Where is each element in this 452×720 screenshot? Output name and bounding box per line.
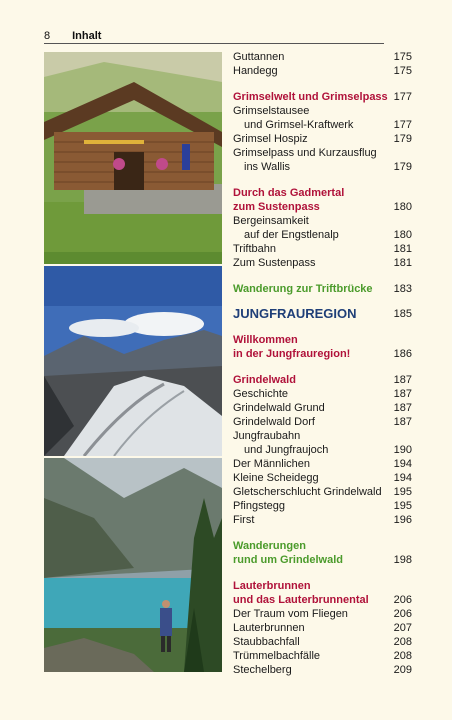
toc-entry-label: und Jungfraujoch [244, 444, 329, 456]
toc-entry-label: rund um Grindelwald [233, 554, 344, 566]
toc-entry-page: 187 [393, 416, 412, 428]
toc-entry [233, 50, 412, 64]
toc-entry-page: 181 [393, 257, 412, 269]
toc-entry-label: Der Traum vom Fliegen [233, 608, 348, 620]
toc-entry [233, 553, 412, 567]
toc-entry [233, 242, 412, 256]
toc-entry [233, 499, 412, 513]
toc-entry-page: 187 [393, 388, 412, 400]
toc-entry [233, 663, 412, 677]
toc-entry [233, 373, 412, 387]
toc-entry-label: Guttannen [233, 51, 285, 63]
toc-entry-page: 187 [393, 374, 412, 386]
toc-entry-label: und das Lauterbrunnental [233, 594, 369, 606]
toc-entry-label: Handegg [233, 65, 278, 77]
toc-entry-page: 209 [393, 664, 412, 676]
toc-entry-page: 194 [393, 458, 412, 470]
toc-entry-label: Zum Sustenpass [233, 257, 316, 269]
toc-entry-label: Trümmelbachfälle [233, 650, 321, 662]
toc-gap [233, 567, 412, 579]
toc-entry-label: und Grimsel-Kraftwerk [244, 119, 354, 131]
toc-entry-page: 177 [393, 91, 412, 103]
toc-entry-label: Lauterbrunnen [233, 622, 305, 634]
toc-entry-page: 175 [393, 51, 412, 63]
toc-entry-page: 208 [393, 636, 412, 648]
toc-entry-page: 195 [393, 486, 412, 498]
page-number: 8 [44, 30, 51, 42]
photo-glacier [44, 266, 222, 456]
toc-entry-label: Staubbachfall [233, 636, 300, 648]
toc-entry-label: Grimselwelt und Grimselpass [233, 91, 388, 103]
toc-entry-label: Grindelwald [233, 374, 296, 386]
toc-entry-label: First [233, 514, 255, 526]
toc-entry [233, 649, 412, 663]
photo-mountain-lake [44, 458, 222, 672]
toc-entry-label: Lauterbrunnen [233, 580, 311, 592]
toc-entry-page: 185 [393, 308, 412, 320]
toc-entry-page: 207 [393, 622, 412, 634]
toc-entry [233, 593, 412, 607]
toc-entry [233, 635, 412, 649]
toc-entry [233, 160, 412, 174]
toc-entry [233, 457, 412, 471]
toc-entry-label: Geschichte [233, 388, 289, 400]
toc-entry-label: Grimselpass und Kurzausflug [233, 147, 377, 159]
toc-entry-page: 186 [393, 348, 412, 360]
toc-entry-page: 183 [393, 283, 412, 295]
toc-entry-page: 175 [393, 65, 412, 77]
toc-entry-label: Grindelwald Dorf [233, 416, 315, 428]
page-header [44, 30, 384, 42]
toc-entry [233, 513, 412, 527]
toc-entry-label: ins Wallis [244, 161, 291, 173]
toc-entry-page: 208 [393, 650, 412, 662]
toc-entry [233, 118, 412, 132]
toc-gap [233, 270, 412, 282]
toc-entry-label: zum Sustenpass [233, 201, 320, 213]
toc-entry [233, 539, 412, 553]
toc-entry [233, 387, 412, 401]
toc-entry [233, 282, 412, 296]
toc-entry-page: 187 [393, 402, 412, 414]
toc-entry-label: Der Männlichen [233, 458, 311, 470]
toc-entry-label: Durch das Gadmertal [233, 187, 345, 199]
toc-entry [233, 146, 412, 160]
toc-entry [233, 200, 412, 214]
toc-gap [233, 174, 412, 186]
toc-gap [233, 321, 412, 333]
toc-entry-page: 181 [393, 243, 412, 255]
toc-entry-page: 194 [393, 472, 412, 484]
toc-entry [233, 307, 412, 321]
toc-entry-label: auf der Engstlenalp [244, 229, 339, 241]
toc-entry-label: Pfingstegg [233, 500, 285, 512]
toc-entry-page: 179 [393, 161, 412, 173]
toc-entry [233, 256, 412, 270]
toc-entry-label: Grindelwald Grund [233, 402, 325, 414]
toc-entry-label: Gletscherschlucht Grindelwald [233, 486, 382, 498]
toc-entry-page: 190 [393, 444, 412, 456]
toc-gap [233, 527, 412, 539]
toc-entry-page: 180 [393, 229, 412, 241]
toc-entry-page: 195 [393, 500, 412, 512]
toc-entry [233, 214, 412, 228]
toc-entry-label: Wanderung zur Triftbrücke [233, 283, 373, 295]
toc-entry [233, 347, 412, 361]
toc-entry-label: Grimsel Hospiz [233, 133, 308, 145]
toc-entry [233, 579, 412, 593]
toc-entry-page: 198 [393, 554, 412, 566]
toc-gap [233, 361, 412, 373]
toc-entry-page: 180 [393, 201, 412, 213]
toc-entry [233, 104, 412, 118]
toc-entry-label: Triftbahn [233, 243, 277, 255]
toc-entry [233, 228, 412, 242]
toc-entry-label: Wanderungen [233, 540, 306, 552]
toc-entry-page: 206 [393, 594, 412, 606]
toc-entry-label: Bergeinsamkeit [233, 215, 309, 227]
toc-entry [233, 186, 412, 200]
toc-entry-page: 177 [393, 119, 412, 131]
toc-entry [233, 443, 412, 457]
toc-gap [233, 78, 412, 90]
toc-entry [233, 401, 412, 415]
toc-entry [233, 485, 412, 499]
toc-entry [233, 132, 412, 146]
toc-entry-page: 206 [393, 608, 412, 620]
toc-entry [233, 429, 412, 443]
toc-entry-label: in der Jungfrauregion! [233, 348, 351, 360]
toc-entry [233, 333, 412, 347]
toc-entry-label: Grimselstausee [233, 105, 310, 117]
toc-entry-page: 179 [393, 133, 412, 145]
toc-entry [233, 471, 412, 485]
page-title: Inhalt [72, 30, 102, 42]
header-rule [44, 43, 384, 44]
toc-entry [233, 90, 412, 104]
toc-entry-label: Stechelberg [233, 664, 292, 676]
toc-entry [233, 621, 412, 635]
toc-entry-label: Kleine Scheidegg [233, 472, 319, 484]
toc-entry [233, 607, 412, 621]
toc-entry [233, 64, 412, 78]
toc-entry-page: 196 [393, 514, 412, 526]
toc-entry-label: Willkommen [233, 334, 298, 346]
toc-entry-label: Jungfraubahn [233, 430, 301, 442]
toc-entry-label: JUNGFRAUREGION [233, 306, 357, 321]
photo-alpine-hut [44, 52, 222, 264]
table-of-contents [233, 50, 412, 677]
toc-entry [233, 415, 412, 429]
